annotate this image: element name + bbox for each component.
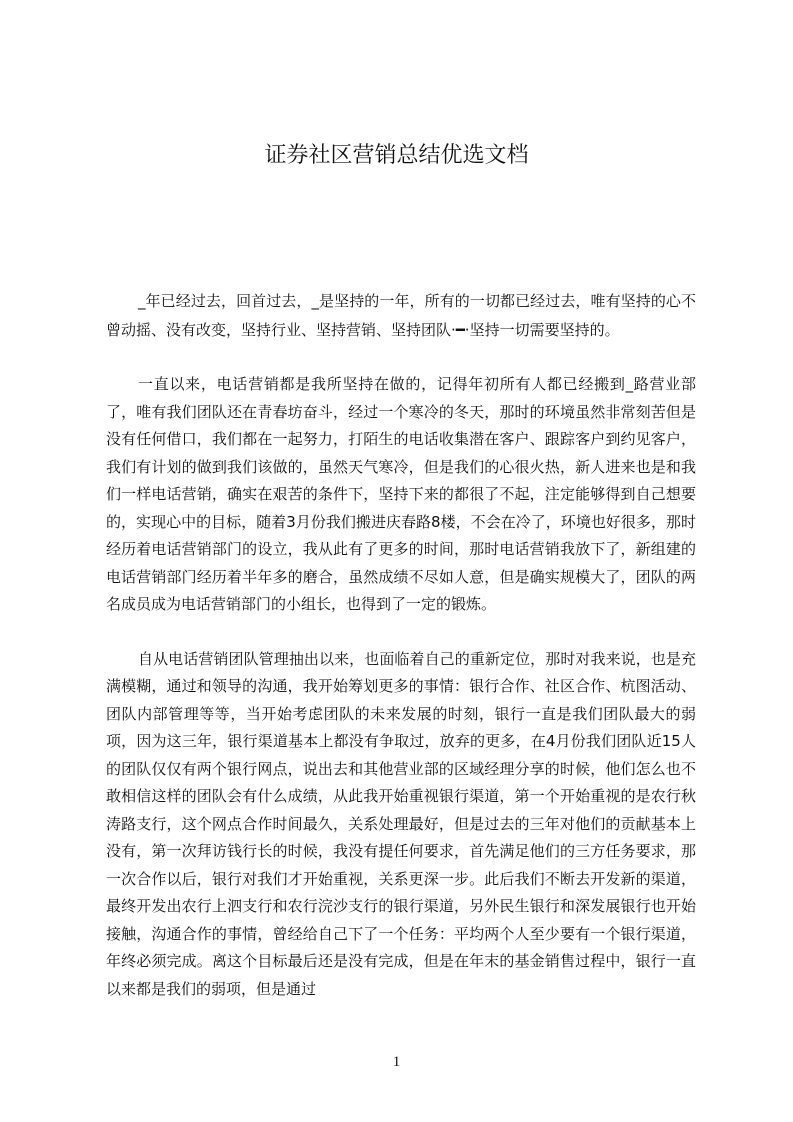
- paragraph: 自从电话营销团队管理抽出以来，也面临着自己的重新定位，那时对我来说，也是充满模糊，通过和领导的沟通，我开始筹划更多的事情：银行合作、社区合作、杭图活动、团队内部管理等等，当开始考虑团队的未来发展的时刻，银行一直是我们团队最大的弱项，因为这三年，银行渠道基本上都没有争取过，放弃的更多，在4月份我们团队近15人的团队仅仅有两个银行网点，说出去和其他营业部的区域经理分享的时候，他们怎么也不敢相信这样的团队会有什么成绩，从此我开始重视银行渠道，第一个开始重视的是农行秋涛路支行，这个网点合作时间最久，关系处理最好，但是过去的三年对他们的贡献基本上没有，第一次拜访钱行长的时候，我没有提任何要求，首先满足他们的三方任务要求，那一次合作以后，银行对我们才开始重视，关系更深一步。此后我们不断去开发新的渠道，最终开发出农行上泗支行和农行浣沙支行的银行渠道，另外民生银行和深发展银行也开始接触，沟通合作的事情，曾经给自己下了一个任务：平均两个人至少要有一个银行渠道，年终必须完成。离这个目标最后还是没有完成，但是在年末的基金销售过程中，银行一直以来都是我们的弱项，但是通过: [106, 649, 696, 998]
- paragraph: 一直以来，电话营销都是我所坚持在做的，记得年初所有人都已经搬到_路营业部了，唯有我们团队还在青春坊奋斗，经过一个寒冷的冬天，那时的环境虽然非常刻苦但是没有任何借口，我们都在一起努力，打陌生的电话收集潜在客户、跟踪客户到约见客户，我们有计划的做到我们该做的，虽然天气寒冷，但是我们的心很火热，新人进来也是和我们一样电话营销，确实在艰苦的条件下，坚持下来的都很了不起，注定能够得到自己想要的，实现心中的目标，随着3月份我们搬进庆春路8楼，不会在冷了，环境也好很多，那时经历着电话营销部门的设立，我从此有了更多的时间，那时电话营销我放下了，新组建的电话营销部门经历着半年多的磨合，虽然成绩不尽如人意，但是确实规模大了，团队的两名成员成为电话营销部门的小组长，也得到了一定的锻炼。: [106, 375, 696, 613]
- page-number: 1: [392, 1054, 401, 1070]
- document-body: [106, 287, 696, 1030]
- paragraph: _年已经过去，回首过去，_是坚持的一年，所有的一切都已经过去，唯有坚持的心不曾动摇、没有改变，坚持行业、坚持营销、坚持团队·━·坚持一切需要坚持的。: [106, 292, 696, 339]
- document-title: 证券社区营销总结优选文档: [264, 143, 529, 168]
